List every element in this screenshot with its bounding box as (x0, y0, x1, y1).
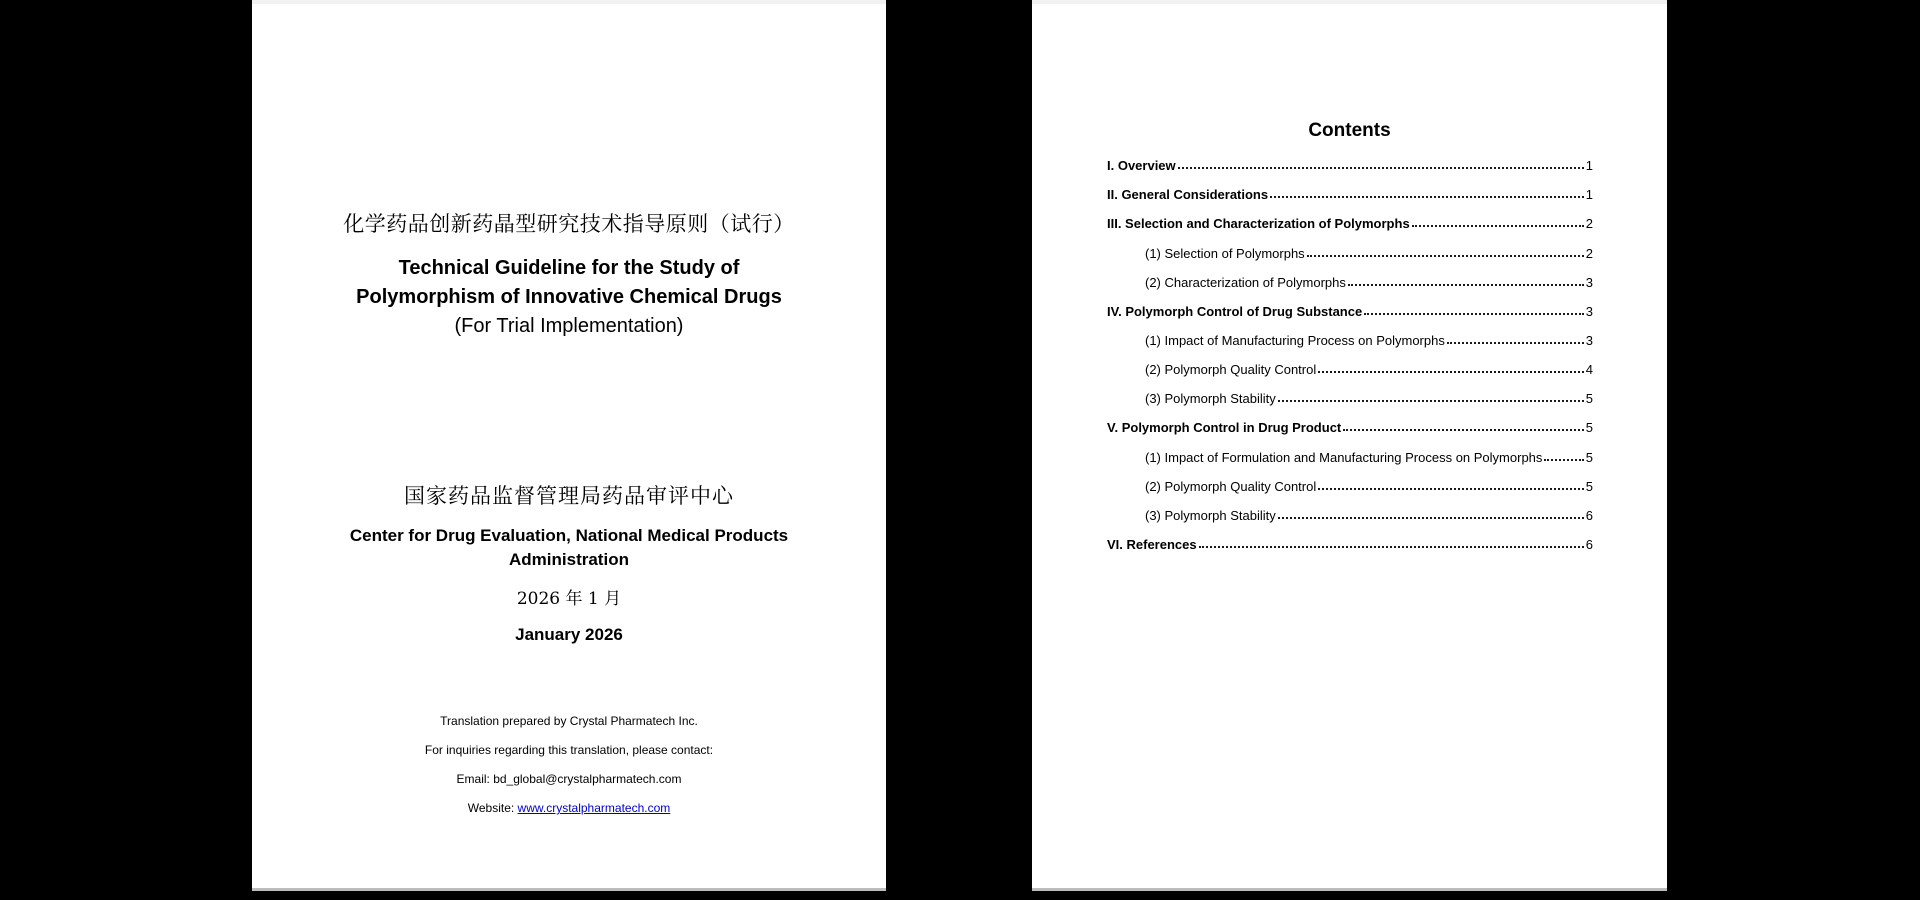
toc-entry-label: III. Selection and Characterization of Polymorphs (1107, 216, 1410, 232)
toc-entry-page: 5 (1585, 420, 1593, 436)
website-label: Website: (467, 801, 518, 815)
toc-entry-references[interactable] (1107, 527, 1593, 556)
toc-entry-label: VI. References (1107, 536, 1197, 552)
toc-entry-overview[interactable] (1107, 148, 1593, 177)
website-line (252, 794, 886, 823)
toc-entry-polymorph-control-product[interactable] (1107, 410, 1593, 439)
organization-name-zh: 国家药品监督管理局药品审评中心 (404, 484, 734, 508)
toc-entry-quality-control-product[interactable] (1107, 469, 1593, 498)
toc-entry-label: II. General Considerations (1107, 187, 1269, 203)
organization-name-en (252, 524, 886, 572)
toc-entry-impact-manufacturing[interactable] (1107, 323, 1593, 352)
dot-leader (1199, 546, 1584, 548)
toc-entry-page: 2 (1585, 245, 1593, 261)
dot-leader (1178, 167, 1584, 169)
toc-entry-page: 6 (1585, 507, 1593, 523)
toc-entry-label: I. Overview (1107, 158, 1176, 174)
dot-leader (1447, 342, 1584, 344)
toc-entry-page: 5 (1585, 449, 1593, 465)
organization-name-en-line1: Center for Drug Evaluation, National Medical Products (349, 526, 789, 545)
document-title-zh: 化学药品创新药晶型研究技术指导原则（试行） (343, 212, 795, 236)
toc-entry-page: 1 (1585, 187, 1593, 203)
organization-name-en-line2: Administration (509, 550, 629, 569)
toc-entry-selection-characterization[interactable] (1107, 206, 1593, 235)
toc-entry-label: (1) Selection of Polymorphs (1145, 245, 1305, 261)
dot-leader (1343, 429, 1584, 431)
toc-entry-label: (3) Polymorph Stability (1145, 507, 1276, 523)
document-subtitle: (For Trial Implementation) (454, 315, 684, 337)
toc-entry-stability-product[interactable] (1107, 498, 1593, 527)
toc-entry-page: 5 (1585, 478, 1593, 494)
dot-leader (1348, 284, 1584, 286)
toc-entry-page: 4 (1585, 362, 1593, 378)
publication-date-zh: 2026 年 1 月 (516, 589, 622, 609)
toc-entry-page: 3 (1585, 332, 1593, 348)
toc-entry-label: (1) Impact of Formulation and Manufacturing Process on Polymorphs (1145, 449, 1543, 465)
toc-entry-page: 5 (1585, 391, 1593, 407)
dot-leader (1318, 371, 1584, 373)
toc-entry-label: (2) Polymorph Quality Control (1145, 478, 1317, 494)
website-link[interactable]: www.crystalpharmatech.com (517, 801, 671, 815)
toc-entry-general-considerations[interactable] (1107, 177, 1593, 206)
toc-entry-label: IV. Polymorph Control of Drug Substance (1107, 303, 1363, 319)
dot-leader (1364, 313, 1584, 315)
toc-entry-page: 6 (1585, 536, 1593, 552)
toc-entry-quality-control-substance[interactable] (1107, 352, 1593, 381)
cover-page (252, 0, 886, 891)
toc-entry-page: 3 (1585, 303, 1593, 319)
toc-entry-polymorph-control-substance[interactable] (1107, 294, 1593, 323)
toc-entry-page: 1 (1585, 158, 1593, 174)
toc-entry-page: 3 (1585, 274, 1593, 290)
contact-email-line: Email: bd_global@crystalpharmatech.com (456, 772, 682, 786)
document-title-en-line1: Technical Guideline for the Study of (398, 257, 740, 279)
dot-leader (1278, 400, 1584, 402)
translation-footer (252, 707, 886, 823)
contents-page (1032, 0, 1667, 891)
document-title-en-line2: Polymorphism of Innovative Chemical Drugs (356, 286, 782, 308)
toc-entry-characterization-of-polymorphs[interactable] (1107, 265, 1593, 294)
toc-entry-selection-of-polymorphs[interactable] (1107, 235, 1593, 264)
dot-leader (1270, 196, 1584, 198)
toc-entry-label: (2) Polymorph Quality Control (1145, 362, 1317, 378)
dot-leader (1307, 255, 1584, 257)
toc-entry-label: V. Polymorph Control in Drug Product (1107, 420, 1342, 436)
table-of-contents (1107, 148, 1593, 556)
toc-entry-page: 2 (1585, 216, 1593, 232)
dot-leader (1278, 517, 1584, 519)
toc-entry-stability-substance[interactable] (1107, 381, 1593, 410)
toc-heading: Contents (1308, 120, 1391, 141)
toc-entry-label: (3) Polymorph Stability (1145, 391, 1276, 407)
dot-leader (1412, 225, 1584, 227)
dot-leader (1318, 488, 1584, 490)
publication-date-en: January 2026 (515, 625, 623, 644)
translation-contact-line: For inquiries regarding this translation, please contact: (424, 743, 714, 757)
toc-entry-label: (2) Characterization of Polymorphs (1145, 274, 1346, 290)
document-title-en (252, 254, 886, 341)
toc-entry-impact-formulation[interactable] (1107, 439, 1593, 468)
translation-credit-line: Translation prepared by Crystal Pharmatech Inc. (440, 714, 698, 728)
dot-leader (1544, 459, 1583, 461)
toc-entry-label: (1) Impact of Manufacturing Process on Polymorphs (1145, 332, 1445, 348)
